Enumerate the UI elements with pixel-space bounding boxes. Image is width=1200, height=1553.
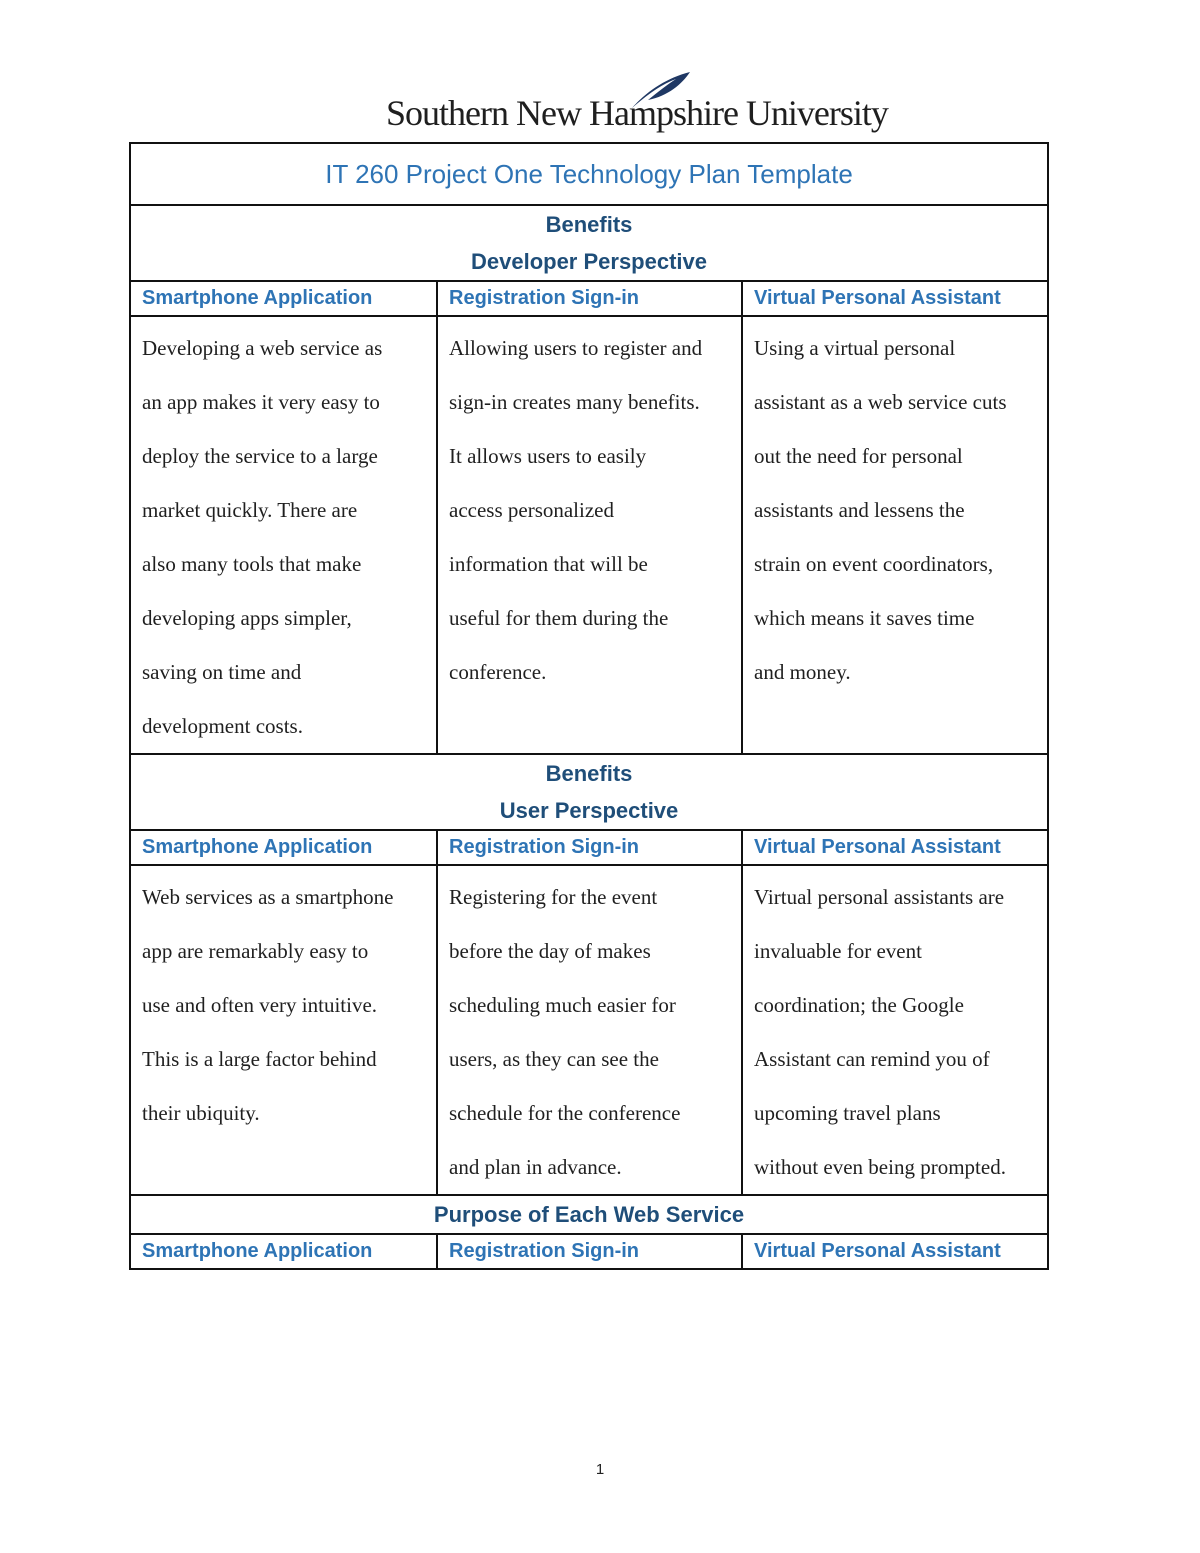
column-header-label: Smartphone Application: [142, 287, 373, 309]
cell-line: and plan in advance.: [449, 1155, 622, 1179]
cell-line: upcoming travel plans: [754, 1101, 941, 1125]
cell-line: access personalized: [449, 498, 614, 522]
section-subheading: User Perspective: [499, 798, 679, 823]
cell-line: saving on time and: [142, 660, 302, 684]
column-header-label: Virtual Personal Assistant: [754, 836, 1001, 858]
cell-line: Web services as a smartphone: [142, 885, 394, 909]
cell-line: Developing a web service as: [142, 336, 383, 360]
developer-registration-cell: [437, 316, 742, 754]
user-assistant-cell: [742, 865, 1048, 1195]
cell-line: developing apps simpler,: [142, 606, 352, 630]
section-heading: Purpose of Each Web Service: [433, 1202, 745, 1227]
cell-line: deploy the service to a large: [142, 444, 378, 468]
cell-line: It allows users to easily: [449, 444, 647, 468]
column-header-assistant: [742, 281, 1048, 316]
university-name: Southern New Hampshire University: [386, 93, 888, 133]
cell-line: app are remarkably easy to: [142, 939, 369, 963]
column-header-label: Virtual Personal Assistant: [754, 287, 1001, 309]
university-logo: [386, 70, 888, 136]
column-header-registration: [437, 281, 742, 316]
cell-line: users, as they can see the: [449, 1047, 659, 1071]
column-header-registration: [437, 1234, 742, 1269]
cell-line: use and often very intuitive.: [142, 993, 378, 1017]
cell-line: Using a virtual personal: [754, 336, 956, 360]
cell-line: without even being prompted.: [754, 1155, 1006, 1179]
cell-line: Virtual personal assistants are: [754, 885, 1005, 909]
column-header-label: Virtual Personal Assistant: [754, 1240, 1001, 1262]
cell-line: This is a large factor behind: [142, 1047, 377, 1071]
page-number: 1: [595, 1461, 605, 1478]
section-heading-purpose: [130, 1195, 1048, 1234]
cell-line: an app makes it very easy to: [142, 390, 380, 414]
column-header-smartphone: [130, 281, 437, 316]
cell-line: assistants and lessens the: [754, 498, 965, 522]
quill-leaf-icon: [624, 70, 694, 110]
column-header-smartphone: [130, 830, 437, 865]
column-header-label: Registration Sign-in: [449, 836, 639, 858]
cell-line: Assistant can remind you of: [754, 1047, 990, 1071]
cell-line: sign-in creates many benefits.: [449, 390, 700, 414]
cell-line: also many tools that make: [142, 552, 362, 576]
cell-line: their ubiquity.: [142, 1101, 260, 1125]
cell-line: strain on event coordinators,: [754, 552, 994, 576]
cell-line: out the need for personal: [754, 444, 963, 468]
column-header-assistant: [742, 1234, 1048, 1269]
cell-line: development costs.: [142, 714, 303, 738]
cell-line: assistant as a web service cuts: [754, 390, 1007, 414]
column-header-label: Registration Sign-in: [449, 287, 639, 309]
column-header-label: Smartphone Application: [142, 1240, 373, 1262]
cell-line: conference.: [449, 660, 547, 684]
column-header-assistant: [742, 830, 1048, 865]
developer-assistant-cell: [742, 316, 1048, 754]
cell-line: information that will be: [449, 552, 648, 576]
user-smartphone-cell: [130, 865, 437, 1195]
cell-line: and money.: [754, 660, 851, 684]
section-heading-developer: [130, 205, 1048, 281]
developer-smartphone-cell: [130, 316, 437, 754]
cell-line: Allowing users to register and: [449, 336, 703, 360]
section-heading: Benefits: [545, 212, 633, 237]
cell-line: before the day of makes: [449, 939, 651, 963]
section-subheading: Developer Perspective: [470, 249, 708, 274]
cell-line: scheduling much easier for: [449, 993, 676, 1017]
title-row: [130, 143, 1048, 205]
cell-line: useful for them during the: [449, 606, 669, 630]
column-header-registration: [437, 830, 742, 865]
cell-line: market quickly. There are: [142, 498, 358, 522]
cell-line: invaluable for event: [754, 939, 922, 963]
column-header-label: Smartphone Application: [142, 836, 373, 858]
technology-plan-table: [129, 142, 1049, 1270]
cell-line: schedule for the conference: [449, 1101, 681, 1125]
section-heading: Benefits: [545, 761, 633, 786]
user-registration-cell: [437, 865, 742, 1195]
cell-line: coordination; the Google: [754, 993, 964, 1017]
document-title: IT 260 Project One Technology Plan Template: [325, 158, 853, 189]
column-header-label: Registration Sign-in: [449, 1240, 639, 1262]
cell-line: Registering for the event: [449, 885, 658, 909]
cell-line: which means it saves time: [754, 606, 975, 630]
column-header-smartphone: [130, 1234, 437, 1269]
section-heading-user: [130, 754, 1048, 830]
